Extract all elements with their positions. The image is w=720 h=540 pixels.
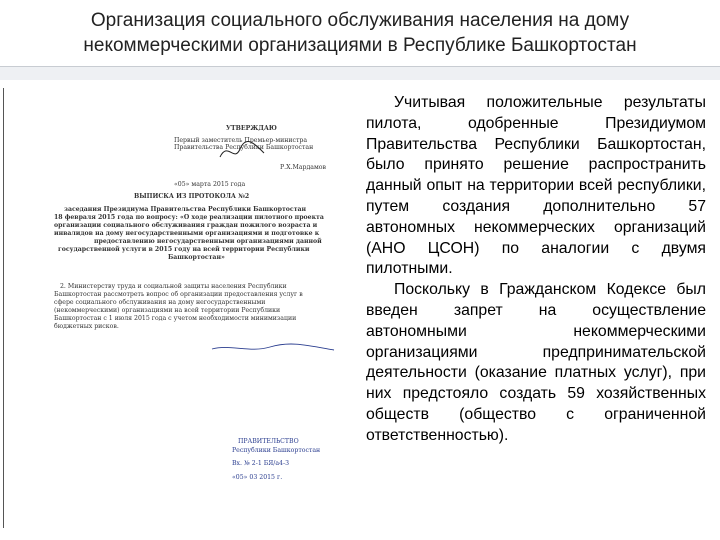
item-line-1: 2. Министерству труда и социальной защиты населения Республики bbox=[60, 283, 287, 290]
scan-edge-line bbox=[3, 88, 4, 528]
title-band bbox=[0, 66, 720, 80]
item-line-5: Башкортостан с 1 июля 2015 года с учетом необходимости минимизации bbox=[54, 315, 297, 322]
item-line-6: бюджетных рисков. bbox=[54, 323, 119, 330]
approver-signature bbox=[216, 139, 268, 165]
body-text bbox=[366, 93, 706, 447]
handwritten-note bbox=[210, 341, 338, 355]
protocol-line-1: заседания Президиума Правительства Республики Башкортостан bbox=[64, 206, 307, 213]
title-line-2: некоммерческими организациями в Республике Башкортостан bbox=[83, 35, 637, 56]
paragraph-2: Поскольку в Гражданском Кодексе был введен запрет на осуществление автономными некоммерческими организациями предпринимательской деятельности (оказание платных услуг), при них предстояло создать 59 хозяйственных обществ (общество с ограниченной ответственностью). bbox=[366, 281, 706, 444]
stamp-line-2: Республики Башкортостан bbox=[232, 447, 321, 454]
protocol-line-4: инвалидов на дому негосударственными организациями и подготовке к bbox=[54, 230, 320, 237]
protocol-line-5: предоставлению негосударственными организациями данной bbox=[94, 238, 322, 245]
title-divider bbox=[0, 66, 720, 67]
protocol-document-scan bbox=[2, 83, 352, 535]
title-line-1: Организация социального обслуживания населения на дому bbox=[90, 10, 630, 31]
approve-line-1: Первый заместитель Премьер-министра bbox=[174, 137, 308, 144]
paragraph-1: Учитывая положительные результаты пилота, одобренные Президиумом Правительства Республики Башкортостан, было принято решение распространить данный опыт на территории всей республики, путем создания дополнительно 57 автономных некоммерческих организаций (АНО ЦСОН) по аналогии с двумя пилотными. bbox=[366, 94, 706, 278]
registration-stamp bbox=[230, 430, 330, 486]
stamp-line-1: ПРАВИТЕЛЬСТВО bbox=[238, 438, 299, 445]
approve-title: УТВЕРЖДАЮ bbox=[226, 125, 277, 132]
slide-title bbox=[0, 8, 720, 58]
protocol-line-2: 18 февраля 2015 года по вопросу: «О ходе реализации пилотного проекта bbox=[54, 214, 324, 221]
extract-title: ВЫПИСКА ИЗ ПРОТОКОЛА №2 bbox=[134, 193, 250, 200]
approve-line-2: Правительства Республики Башкортостан bbox=[174, 144, 314, 151]
stamp-line-3: Вх. № 2-1 БЯ/а4-3 bbox=[232, 460, 290, 467]
protocol-line-6: государственной услуги в 2015 году на всей территории Республики bbox=[58, 246, 310, 253]
protocol-line-7: Башкортостан» bbox=[168, 254, 225, 261]
stamp-line-4: «05» 03 2015 г. bbox=[232, 474, 283, 481]
protocol-line-3: организации социального обслуживания граждан пожилого возраста и bbox=[54, 222, 318, 229]
item-line-3: сфере социального обслуживания на дому негосударственными bbox=[54, 299, 266, 306]
item-line-2: Башкортостан рассмотреть вопрос об организации предоставления услуг в bbox=[54, 291, 303, 298]
item-line-4: (некоммерческими) организациями на всей территории Республики bbox=[54, 307, 281, 314]
approve-date: «05» марта 2015 года bbox=[174, 181, 246, 188]
approve-name: Р.Х.Мардамов bbox=[280, 164, 327, 171]
